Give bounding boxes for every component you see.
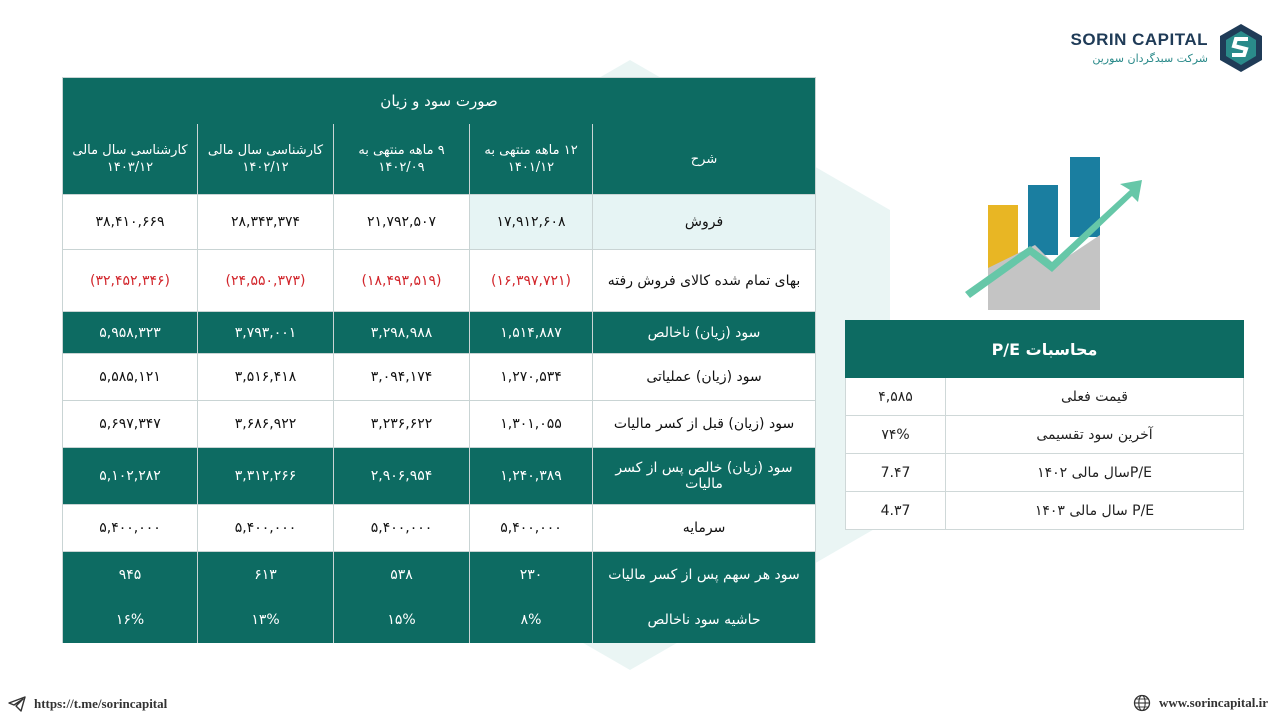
header-description: شرح [593, 124, 816, 195]
pe-value: ۷۴% [846, 416, 946, 454]
header-col-1402-09: ۹ ماهه منتهی به ۱۴۰۲/۰۹ [334, 124, 470, 195]
cell-value: (۱۶,۳۹۷,۷۲۱) [470, 250, 593, 312]
cell-value: ۵۳۸ [334, 552, 470, 598]
sorin-logo-icon [1216, 22, 1266, 72]
cell-value: ۵,۴۰۰,۰۰۰ [334, 505, 470, 552]
cell-value: ۶۱۳ [198, 552, 334, 598]
row-label: سود هر سهم پس از کسر مالیات [593, 552, 816, 598]
header-col-1401: ۱۲ ماهه منتهی به ۱۴۰۱/۱۲ [470, 124, 593, 195]
cell-value: (۱۸,۴۹۳,۵۱۹) [334, 250, 470, 312]
table-row [63, 250, 816, 312]
table-row [63, 195, 816, 250]
pe-label: آخرین سود تقسیمی [946, 416, 1244, 454]
income-statement-title: صورت سود و زیان [63, 78, 816, 125]
cell-value: ۲۱,۷۹۲,۵۰۷ [334, 195, 470, 250]
growth-chart-icon [960, 150, 1150, 315]
website-link[interactable] [1133, 694, 1268, 712]
cell-value: (۳۲,۴۵۲,۳۴۶) [63, 250, 198, 312]
website-url[interactable]: www.sorincapital.ir [1158, 695, 1268, 710]
header-col-1403-12: کارشناسی سال مالی ۱۴۰۳/۱۲ [63, 124, 198, 195]
telegram-url[interactable]: https://t.me/sorincapital [34, 696, 168, 711]
cell-value: ۵,۵۸۵,۱۲۱ [63, 354, 198, 401]
cell-value: (۲۴,۵۵۰,۳۷۳) [198, 250, 334, 312]
table-row [63, 448, 816, 505]
cell-value: ۸% [470, 598, 593, 643]
row-label: سود (زیان) عملیاتی [593, 354, 816, 401]
globe-icon [1133, 694, 1151, 712]
cell-value: ۳,۰۹۴,۱۷۴ [334, 354, 470, 401]
cell-value: ۵,۴۰۰,۰۰۰ [470, 505, 593, 552]
pe-title: محاسبات P/E [846, 321, 1244, 378]
table-row [846, 492, 1244, 530]
pe-label: P/Eسال مالی ۱۴۰۲ [946, 454, 1244, 492]
cell-value: ۳,۲۹۸,۹۸۸ [334, 312, 470, 354]
cell-value: ۳,۶۸۶,۹۲۲ [198, 401, 334, 448]
cell-value: ۱,۵۱۴,۸۸۷ [470, 312, 593, 354]
cell-value: ۵,۹۵۸,۳۲۳ [63, 312, 198, 354]
table-row [63, 354, 816, 401]
cell-value: ۱۳% [198, 598, 334, 643]
pe-label: P/E سال مالی ۱۴۰۳ [946, 492, 1244, 530]
cell-value: ۵,۱۰۲,۲۸۲ [63, 448, 198, 505]
header-col-1402-12: کارشناسی سال مالی ۱۴۰۲/۱۲ [198, 124, 334, 195]
row-label: فروش [593, 195, 816, 250]
row-label: سود (زیان) خالص پس از کسر مالیات [593, 448, 816, 505]
telegram-icon [8, 696, 26, 712]
table-row [63, 552, 816, 598]
cell-value: ۱۶% [63, 598, 198, 643]
cell-value: ۳۸,۴۱۰,۶۶۹ [63, 195, 198, 250]
cell-value: ۵,۶۹۷,۳۴۷ [63, 401, 198, 448]
table-row [846, 416, 1244, 454]
row-label: حاشیه سود ناخالص [593, 598, 816, 643]
cell-value: ۱,۲۷۰,۵۳۴ [470, 354, 593, 401]
pe-value: ۴,۵۸۵ [846, 378, 946, 416]
cell-value: ۲,۹۰۶,۹۵۴ [334, 448, 470, 505]
cell-value: ۲۳۰ [470, 552, 593, 598]
cell-value: ۹۴۵ [63, 552, 198, 598]
cell-value: ۳,۵۱۶,۴۱۸ [198, 354, 334, 401]
table-row [63, 401, 816, 448]
income-statement-table [62, 77, 816, 643]
cell-value: ۳,۳۱۲,۲۶۶ [198, 448, 334, 505]
row-label: سود (زیان) ناخالص [593, 312, 816, 354]
cell-value: ۲۸,۳۴۳,۳۷۴ [198, 195, 334, 250]
cell-value: ۱,۳۰۱,۰۵۵ [470, 401, 593, 448]
cell-value: ۱۷,۹۱۲,۶۰۸ [470, 195, 593, 250]
brand-logo [1071, 22, 1266, 72]
cell-value: ۳,۲۳۶,۶۲۲ [334, 401, 470, 448]
row-label: سود (زیان) قبل از کسر مالیات [593, 401, 816, 448]
brand-subtitle: شرکت سبدگردان سورین [1092, 51, 1208, 65]
pe-value: 7.۴7 [846, 454, 946, 492]
cell-value: ۱,۲۴۰,۳۸۹ [470, 448, 593, 505]
pe-table [845, 320, 1244, 530]
table-row [846, 378, 1244, 416]
table-row [63, 505, 816, 552]
cell-value: ۵,۴۰۰,۰۰۰ [198, 505, 334, 552]
row-label: بهای تمام شده کالای فروش رفته [593, 250, 816, 312]
cell-value: ۳,۷۹۳,۰۰۱ [198, 312, 334, 354]
cell-value: ۱۵% [334, 598, 470, 643]
table-row [63, 598, 816, 643]
table-row [63, 312, 816, 354]
telegram-link[interactable] [8, 696, 167, 712]
pe-label: قیمت فعلی [946, 378, 1244, 416]
row-label: سرمایه [593, 505, 816, 552]
cell-value: ۵,۴۰۰,۰۰۰ [63, 505, 198, 552]
pe-value: 4.۳7 [846, 492, 946, 530]
brand-name: SORIN CAPITAL [1070, 29, 1208, 49]
table-row [846, 454, 1244, 492]
